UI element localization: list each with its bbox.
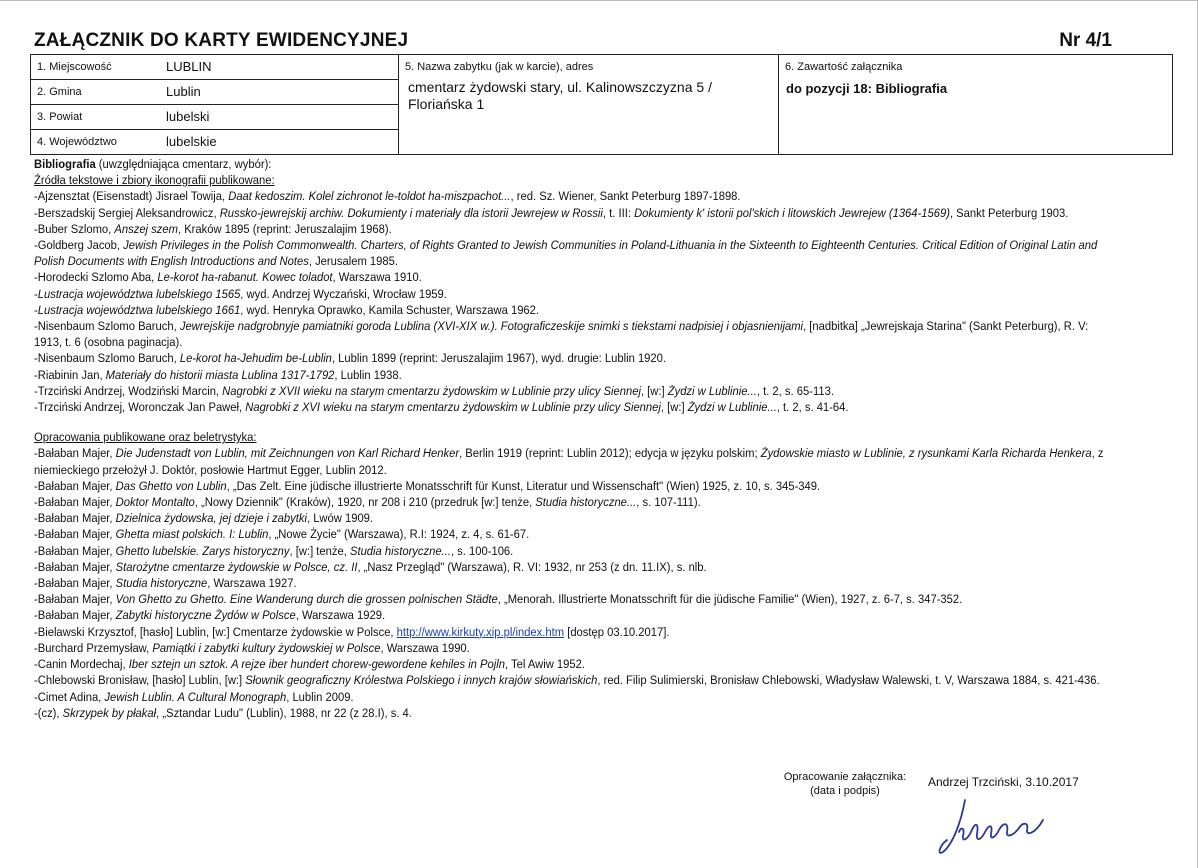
entry-title: Doktor Montalto <box>115 495 195 510</box>
entry-text: , Kraków 1895 (reprint: Jeruszalajim 1968). <box>177 221 392 236</box>
location-column <box>31 55 399 154</box>
entry-text: 1913, t. 6 (osobna paginacja). <box>34 335 183 350</box>
entry-text: , s. 107-111). <box>636 495 701 510</box>
signature <box>935 792 1050 860</box>
field5-label: 5. Nazwa zabytku (jak w karcie), adres <box>405 61 594 73</box>
entry-text: -Trzciński Andrzej, Wodziński Marcin, <box>34 383 223 398</box>
entry-text: -Bałaban Majer, <box>34 559 116 574</box>
entry-text: - <box>34 286 38 301</box>
bibliography-entry <box>34 559 1166 575</box>
field-label: 3. Powiat <box>37 111 83 123</box>
entry-title: Jewrejskije nadgrobnyje pamiatniki goroda Lublina (XVI-XIX w.). Fotograficzeskije snimki s tiekstami nadpisiej i objasnienijami <box>179 319 804 334</box>
record-form <box>30 54 1173 155</box>
field-row-locality <box>31 55 398 80</box>
field-row-district <box>31 105 398 130</box>
section-title-studies: Opracowania publikowane oraz beletrystyka: <box>34 430 257 445</box>
entry-title: Jewish Privileges in the Polish Commonwealth. Charters, of Rights Granted to Jewish Communities in Poland-Lithuania in the Sixteenth to Eighteenth Centuries. Critical Edition of Original Latin and <box>123 238 1098 253</box>
bibliography <box>34 156 1166 721</box>
entry-text: , Lublin 1899 (reprint: Jeruszalajim 1967), wyd. drugie: Lublin 1920. <box>331 351 667 366</box>
bibliography-entry <box>34 526 1166 542</box>
entry-text: -Bałaban Majer, <box>34 495 116 510</box>
entry-text: , „Nowe Życie" (Warszawa), R.I: 1924, z. 4, s. 61-67. <box>268 527 530 542</box>
page-title: ZAŁĄCZNIK DO KARTY EWIDENCYJNEJ <box>34 30 409 51</box>
entry-text: , Tel Awiw 1952. <box>504 657 585 672</box>
entry-title: Die Judenstadt von Lublin, mit Zeichnungen von Karl Richard Henker <box>115 446 460 461</box>
bibliography-entry <box>34 367 1166 383</box>
bibliography-entry <box>34 494 1166 510</box>
entry-text: , „Das Zelt. Eine jüdische illustrierte Monatsschrift für Kunst, Literatur und Wissenschaft" (Wien) 1925, z. 10, s. 345-349. <box>226 478 821 493</box>
entry-link[interactable]: http://www.kirkuty.xip.pl/index.htm <box>396 624 565 639</box>
field-value: LUBLIN <box>166 59 212 74</box>
bibliography-entry <box>34 302 1166 318</box>
entry-title: Von Ghetto zu Ghetto. Eine Wanderung durch die grossen polnischen Städte <box>115 592 498 607</box>
entry-text: -Chlebowski Bronisław, [hasło] Lublin, [w:] <box>34 673 246 688</box>
entry-text: , Lublin 2009. <box>286 689 354 704</box>
bibliography-entry <box>34 269 1166 285</box>
entry-title: Le-korot ha-Jehudim be-Lublin <box>179 351 332 366</box>
bibliography-entry <box>34 334 1166 350</box>
bibliography-entry <box>34 607 1166 623</box>
sources-list <box>34 188 1166 415</box>
entry-text: -Bielawski Krzysztof, [hasło] Lublin, [w:] Cmentarze żydowskie w Polsce, <box>34 624 397 639</box>
bibliography-entry <box>34 237 1166 253</box>
entry-text: -Bałaban Majer, <box>34 576 116 591</box>
field-value: Lublin <box>166 84 201 99</box>
monument-address <box>408 79 748 113</box>
entry-text: , red. Filip Sulimierski, Bronisław Chlebowski, Władysław Walewski, t. V, Warszawa 1884, s. 421-436. <box>597 673 1100 688</box>
entry-text: -Bałaban Majer, <box>34 511 116 526</box>
entry-title: Daat kedoszim. Kolel zichronot le-toldot ha-miszpachot... <box>228 189 511 204</box>
address-line: cmentarz żydowski stary, ul. Kalinowszczyzna 5 / <box>408 79 712 95</box>
address-line: Floriańska 1 <box>408 96 485 112</box>
bibliography-entry <box>34 205 1166 221</box>
entry-text: , s. 100-106. <box>450 543 514 558</box>
author-date: Andrzej Trzciński, 3.10.2017 <box>928 775 1079 789</box>
entry-title: Zabytki historyczne Żydów w Polsce <box>115 608 296 623</box>
bibliography-heading <box>34 156 1166 172</box>
entry-title: Iber sztejn un sztok. A rejze iber hundert chorew-gewordene kehiles in Pojln <box>128 657 505 672</box>
entry-title: Lustracja województwa lubelskiego 1565 <box>37 286 241 301</box>
entry-title: Dokumienty k' istorii pol'skich i litowskich Jewrejew (1364-1569) <box>634 205 950 220</box>
entry-text: -Bałaban Majer, <box>34 446 116 461</box>
entry-text: -Canin Mordechaj, <box>34 657 129 672</box>
entry-title: Das Ghetto von Lublin <box>115 478 227 493</box>
entry-text: -Nisenbaum Szlomo Baruch, <box>34 351 180 366</box>
entry-title: Ghetto lubelskie. Zarys historyczny <box>115 543 290 558</box>
entry-title: Russko-jewrejskij archiw. Dokumienty i materiały dla istorii Jewrejew w Rossii <box>219 205 603 220</box>
bibliography-entry <box>34 672 1166 688</box>
entry-title: Studia historyczne... <box>535 495 637 510</box>
entry-text: -Riabinin Jan, <box>34 367 106 382</box>
entry-text: -(cz), <box>34 705 63 720</box>
entry-title: Pamiątki i zabytki kultury żydowskiej w Polsce <box>152 640 381 655</box>
entry-title: Nagrobki z XVII wieku na starym cmentarzu żydowskim w Lublinie przy ulicy Siennej <box>222 383 641 398</box>
bibliography-entry <box>34 656 1166 672</box>
entry-text: , Lwów 1909. <box>306 511 374 526</box>
entry-text: -Bałaban Majer, <box>34 592 116 607</box>
entry-title: Anszej szem <box>114 221 178 236</box>
entry-title: Nagrobki z XVI wieku na starym cmentarzu żydowskim w Lublinie przy ulicy Siennej <box>245 400 661 415</box>
bibliography-entry <box>34 188 1166 204</box>
entry-text: - <box>34 302 38 317</box>
field-label: 4. Województwo <box>37 136 117 148</box>
field-row-voivodeship <box>31 130 398 155</box>
heading-bold: Bibliografia <box>34 157 96 171</box>
entry-title: Słownik geograficzny Królestwa Polskiego i innych krajów słowiańskich <box>245 673 598 688</box>
heading-rest: (uwzględniająca cmentarz, wybór): <box>95 157 272 171</box>
label-line: Opracowanie załącznika: <box>783 771 907 783</box>
entry-title: Żydzi w Lublinie... <box>687 400 777 415</box>
entry-text: , red. Sz. Wiener, Sankt Peterburg 1897-1898. <box>510 189 741 204</box>
entry-text: , Lublin 1938. <box>334 367 402 382</box>
entry-text: -Burchard Przemysław, <box>34 640 153 655</box>
entry-text: , t. III: <box>602 205 635 220</box>
bibliography-entry <box>34 543 1166 559</box>
entry-text: -Horodecki Szlomo Aba, <box>34 270 158 285</box>
entry-text: , t. 2, s. 65-113. <box>756 383 834 398</box>
field-row-commune <box>31 80 398 105</box>
entry-text: -Bałaban Majer, <box>34 543 116 558</box>
bibliography-entry <box>34 445 1166 461</box>
entry-title: Jewish Lublin. A Cultural Monograph <box>104 689 287 704</box>
entry-text: , Berlin 1919 (reprint: Lublin 2012); edycja w języku polskim; <box>459 446 761 461</box>
entry-title: Studia historyczne <box>115 576 208 591</box>
label-line: (data i podpis) <box>810 785 880 797</box>
attachment-content-column <box>778 55 1172 154</box>
studies-list <box>34 445 1166 720</box>
entry-text: niemieckiego przełożył J. Doktór, posłowie Hartmut Egger, Lublin 2012. <box>34 462 387 477</box>
entry-text: , „Menorah. Illustrierte Monatsschrift für die jüdische Familie" (Wien), 1927, z. 6-7, s. 347-352. <box>497 592 963 607</box>
entry-title: Starożytne cmentarze żydowskie w Polsce, cz. II <box>115 559 358 574</box>
bibliography-entry <box>34 462 1166 478</box>
entry-text: , „Nasz Przegląd" (Warszawa), R. VI: 1932, nr 253 (z dn. 11.IX), s. nlb. <box>357 559 707 574</box>
field6-label: 6. Zawartość załącznika <box>785 61 903 73</box>
entry-text: , z <box>1091 446 1104 461</box>
entry-text: -Ajzensztat (Eisenstadt) Jisrael Towija, <box>34 189 229 204</box>
field6-value: do pozycji 18: Bibliografia <box>786 81 948 96</box>
prepared-by-label <box>780 770 910 798</box>
field-value: lubelskie <box>166 134 217 149</box>
bibliography-entry <box>34 705 1166 721</box>
entry-text: -Berszadskij Sergiej Aleksandrowicz, <box>34 205 220 220</box>
entry-text: -Goldberg Jacob, <box>34 238 124 253</box>
section-title-sources: Źródła tekstowe i zbiory ikonografii publikowane: <box>34 173 275 188</box>
entry-text: , „Sztandar Ludu" (Lublin), 1988, nr 22 (z 28.I), s. 4. <box>156 705 412 720</box>
entry-title: Dzielnica żydowska, jej dzieje i zabytki <box>115 511 307 526</box>
field-label: 1. Miejscowość <box>37 61 112 73</box>
entry-text: , wyd. Henryka Oprawko, Kamila Schuster, Warszawa 1962. <box>240 302 540 317</box>
entry-title: Studia historyczne... <box>349 543 451 558</box>
bibliography-entry <box>34 383 1166 399</box>
field-value: lubelski <box>166 109 210 124</box>
entry-text: , „Nowy Dziennik" (Kraków), 1920, nr 208 i 210 (przedruk [w:] tenże, <box>194 495 536 510</box>
attachment-number: Nr 4/1 <box>1059 30 1112 51</box>
entry-text: , Sankt Peterburg 1903. <box>949 205 1069 220</box>
entry-text: -Bałaban Majer, <box>34 478 116 493</box>
entry-text: [dostęp 03.10.2017]. <box>564 624 670 639</box>
bibliography-entry <box>34 399 1166 415</box>
entry-text: -Bałaban Majer, <box>34 527 116 542</box>
bibliography-entry <box>34 689 1166 705</box>
bibliography-entry <box>34 510 1166 526</box>
entry-title: Żydzi w Lublinie... <box>667 383 757 398</box>
bibliography-entry <box>34 575 1166 591</box>
bibliography-entry <box>34 253 1166 269</box>
field-label: 2. Gmina <box>37 86 82 98</box>
entry-text: -Trzciński Andrzej, Woronczak Jan Paweł, <box>34 400 246 415</box>
entry-title: Skrzypek by płakał <box>62 705 157 720</box>
entry-text: , Warszawa 1927. <box>207 576 297 591</box>
entry-text: , Warszawa 1990. <box>380 640 470 655</box>
bibliography-entry <box>34 478 1166 494</box>
entry-title: Le-korot ha-rabanut. Kowec toladot <box>157 270 333 285</box>
bibliography-entry <box>34 286 1166 302</box>
entry-text: , Jerusalem 1985. <box>308 254 398 269</box>
bibliography-entry <box>34 640 1166 656</box>
entry-text: -Buber Szlomo, <box>34 221 115 236</box>
entry-text: , Warszawa 1910. <box>332 270 422 285</box>
entry-title: Polish Documents with English Introductions and Notes <box>34 254 309 269</box>
entry-text: -Bałaban Majer, <box>34 608 116 623</box>
entry-text: , [w:] tenże, <box>289 543 350 558</box>
entry-text: , wyd. Andrzej Wyczański, Wrocław 1959. <box>240 286 447 301</box>
bibliography-entry <box>34 221 1166 237</box>
entry-title: Lustracja województwa lubelskiego 1661 <box>37 302 241 317</box>
entry-text: , [nadbitka] „Jewrejskaja Starina" (Sankt Peterburg), R. V: <box>803 319 1089 334</box>
header <box>30 28 1174 56</box>
bibliography-entry <box>34 591 1166 607</box>
monument-name-column <box>398 55 779 154</box>
entry-text: -Nisenbaum Szlomo Baruch, <box>34 319 180 334</box>
entry-title: Żydowskie miasto w Lublinie, z rysunkami Karla Richarda Henkera <box>760 446 1092 461</box>
entry-title: Ghetta miast polskich. I: Lublin <box>115 527 269 542</box>
bibliography-entry <box>34 624 1166 640</box>
entry-text: , [w:] <box>660 400 688 415</box>
entry-text: , Warszawa 1929. <box>295 608 386 623</box>
entry-title: Materiały do historii miasta Lublina 1317-1792 <box>105 367 335 382</box>
entry-text: , [w:] <box>640 383 668 398</box>
bibliography-entry <box>34 350 1166 366</box>
entry-text: , t. 2, s. 41-64. <box>776 400 849 415</box>
bibliography-entry <box>34 318 1166 334</box>
entry-text: -Cimet Adina, <box>34 689 105 704</box>
